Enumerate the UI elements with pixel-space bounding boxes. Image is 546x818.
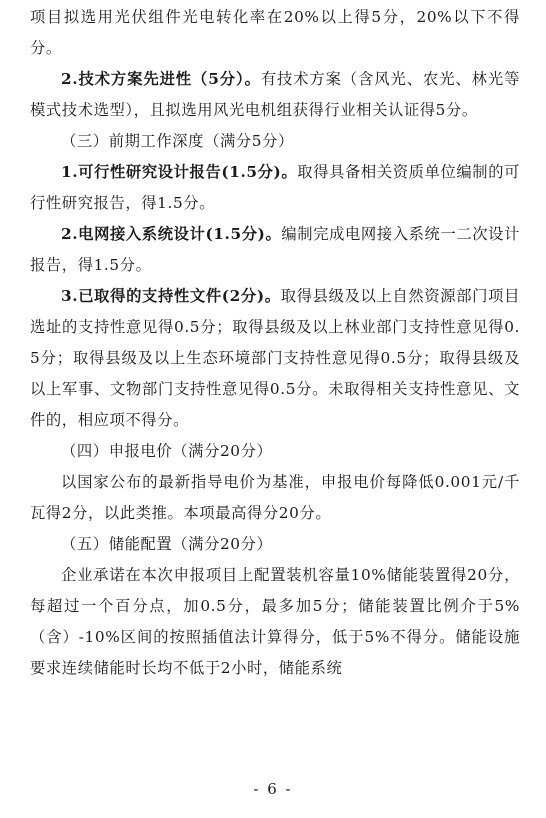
paragraph-heading: 1.可行性研究设计报告(1.5分)。: [61, 163, 298, 181]
section-heading-text: （三）前期工作深度（满分5分）: [61, 132, 294, 150]
paragraph-heading: 2.电网接入系统设计(1.5分)。: [61, 225, 282, 243]
paragraph-tech-advancement: [30, 64, 520, 126]
document-body: [30, 2, 520, 684]
paragraph-feasibility-report: [30, 157, 520, 219]
paragraph-grid-connection: [30, 219, 520, 281]
page-number: - 6 -: [253, 780, 293, 798]
section-heading-text: （四）申报电价（满分20分）: [61, 442, 273, 460]
paragraph-text: 取得县级及以上自然资源部门项目选址的支持性意见得0.5分；取得县级及以上林业部门支持性意见得0.5分；取得县级及以上生态环境部门支持性意见得0.5分；取得县级及以上军事、文物部门支持性意见得0.5分。未取得相关支持性意见、文件的，相应项不得分。: [30, 287, 520, 429]
paragraph-text: 编制完成电网接入系统一二次设计报告，得1.5分。: [30, 225, 520, 274]
section-heading-preliminary-work: [30, 126, 520, 157]
paragraph-pv-efficiency: [30, 2, 520, 64]
paragraph-supporting-documents: [30, 281, 520, 436]
paragraph-text: 以国家公布的最新指导电价为基准，申报电价每降低0.001元/千瓦得2分，以此类推。本项最高得分20分。: [30, 473, 520, 522]
section-heading-text: （五）储能配置（满分20分）: [61, 535, 273, 553]
paragraph-text: 项目拟选用光伏组件光电转化率在20%以上得5分，20%以下不得分。: [30, 8, 520, 57]
paragraph-price-rule: [30, 467, 520, 529]
paragraph-text: 有技术方案（含风光、农光、林光等模式技术选型），且拟选用风光电机组获得行业相关认证得5分。: [30, 70, 520, 119]
paragraph-text: 取得具备相关资质单位编制的可行性研究报告，得1.5分。: [30, 163, 521, 212]
section-heading-storage-config: [30, 529, 520, 560]
paragraph-text: 企业承诺在本次申报项目上配置装机容量10%储能装置得20分，每超过一个百分点，加0.5分，最多加5分；储能装置比例介于5%（含）-10%区间的按照插值法计算得分，低于5%不得分。储能设施要求连续储能时长均不低于2小时，储能系统: [30, 566, 520, 677]
paragraph-heading: 2.技术方案先进性（5分）。: [61, 70, 261, 88]
paragraph-storage-rule: [30, 560, 520, 684]
section-heading-declared-price: [30, 436, 520, 467]
paragraph-heading: 3.已取得的支持性文件(2分)。: [61, 287, 281, 305]
